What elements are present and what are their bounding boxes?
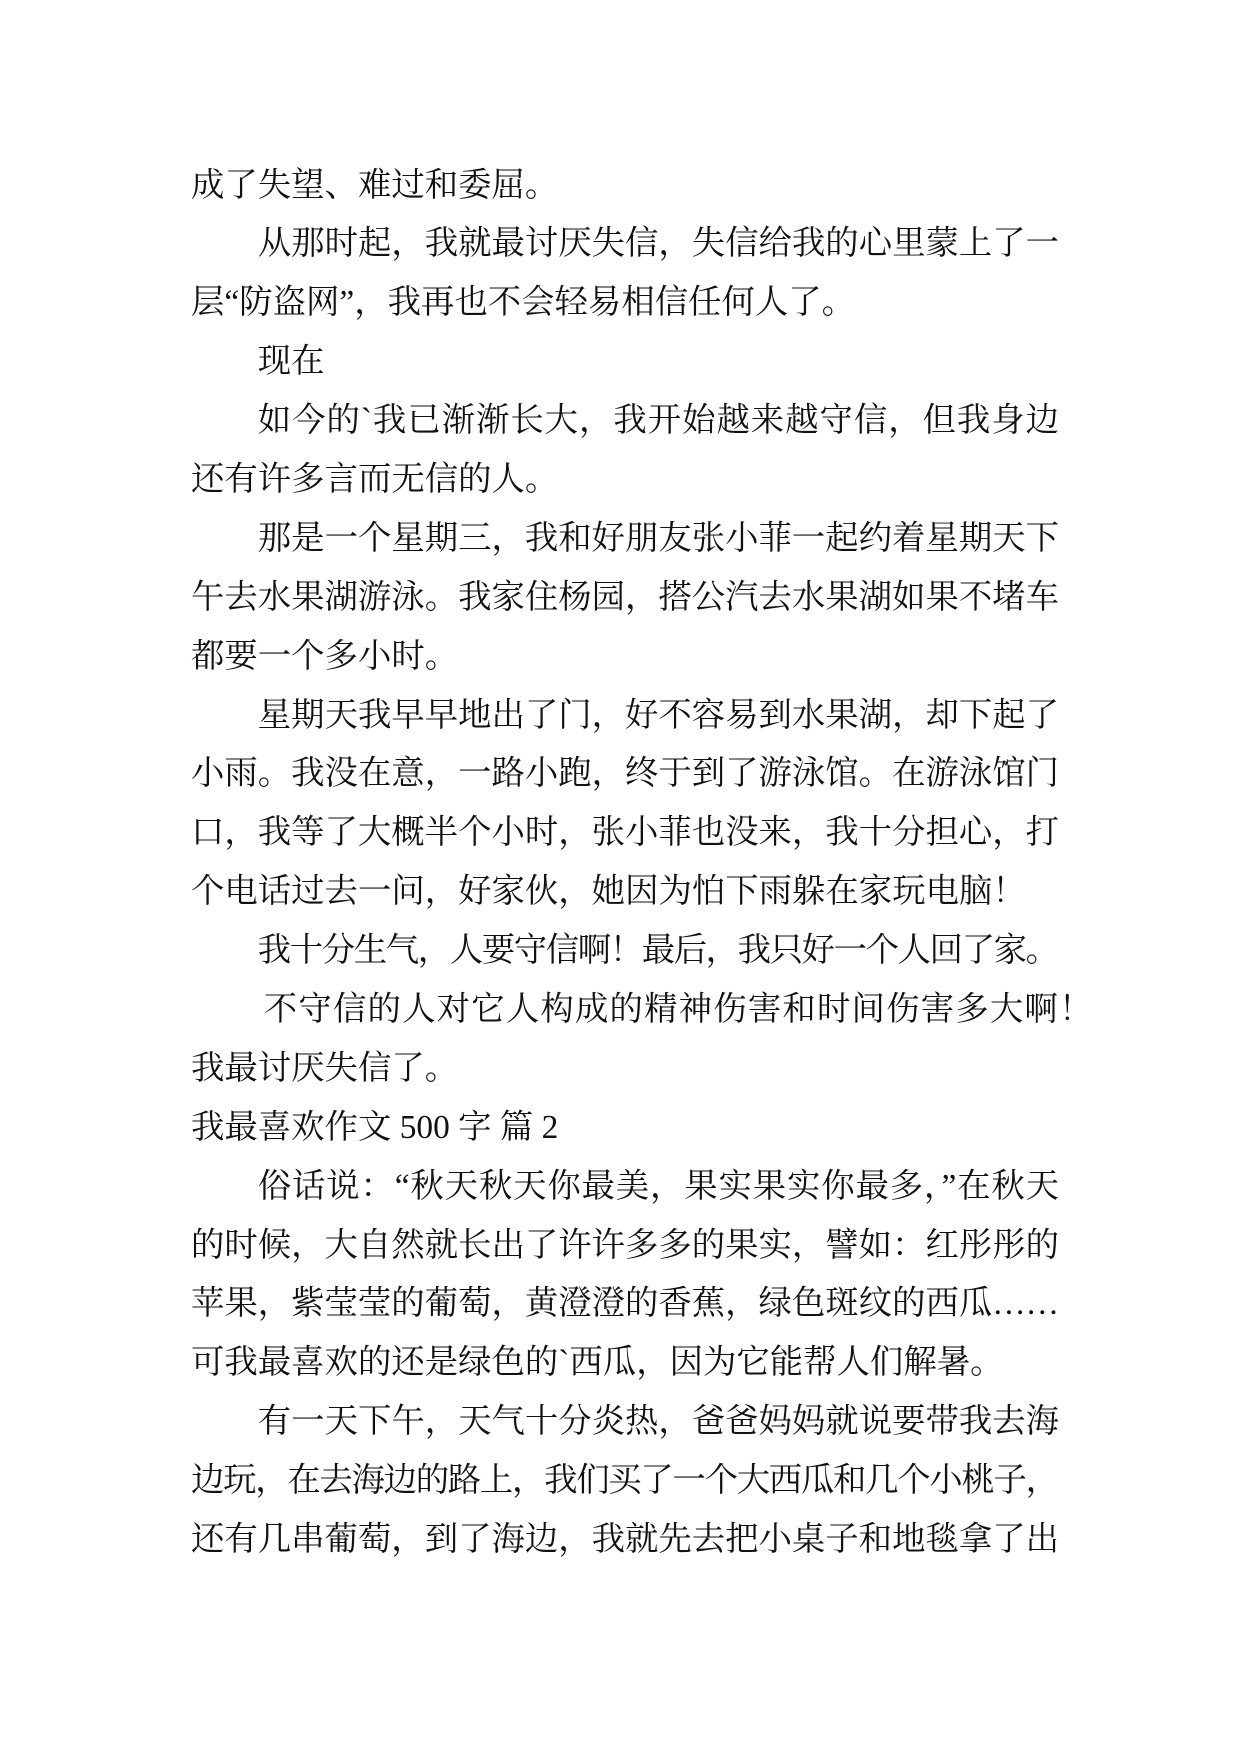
- essay-title: 我最喜欢作文 500 字 篇 2: [191, 1108, 559, 1146]
- text-line: 个电话过去一问，好家伙，她因为怕下雨躲在家玩电脑！: [191, 873, 1026, 911]
- text-line: 从那时起，我就最讨厌失信，失信给我的心里蒙上了一: [257, 225, 1059, 263]
- text-line: 星期天我早早地出了门，好不容易到水果湖，却下起了: [257, 696, 1059, 734]
- paragraph: [191, 687, 1059, 923]
- text-line: 小雨。我没在意，一路小跑，终于到了游泳馆。在游泳馆门: [191, 755, 1059, 793]
- text-line: 边玩，在去海边的路上，我们买了一个大西瓜和几个小桃子，: [191, 1462, 1058, 1500]
- text-line: 成了失望、难过和委屈。: [191, 166, 559, 204]
- paragraph: [191, 215, 1059, 333]
- text-line: 有一天下午，天气十分炎热，爸爸妈妈就说要带我去海: [257, 1403, 1059, 1441]
- paragraph: [191, 981, 1094, 1099]
- text-line: 俗话说：“秋天秋天你最美，果实果实你最多，”在秋天: [257, 1167, 1060, 1205]
- text-line: 层“防盗网”，我再也不会轻易相信任何人了。: [191, 284, 856, 322]
- paragraph: [191, 1158, 1059, 1394]
- text-line: 现在: [257, 343, 325, 381]
- text-line: 还有几串葡萄，到了海边，我就先去把小桌子和地毯拿了出: [191, 1520, 1059, 1558]
- paragraph: [191, 157, 1059, 216]
- text-line: 还有许多言而无信的人。: [191, 460, 559, 498]
- text-line: 苹果，紫莹莹的葡萄，黄澄澄的香蕉，绿色斑纹的西瓜……: [191, 1285, 1059, 1323]
- text-line: 那是一个星期三，我和好朋友张小菲一起约着星期天下: [257, 519, 1059, 557]
- document-body: [191, 157, 1094, 1570]
- paragraph: [191, 922, 1059, 981]
- paragraph: [191, 333, 1059, 392]
- paragraph: [191, 1393, 1059, 1570]
- text-line: 都要一个多小时。: [191, 637, 459, 675]
- paragraph: [191, 392, 1059, 510]
- paragraph: [191, 510, 1059, 687]
- text-line: 如今的`我已渐渐长大，我开始越来越守信，但我身边: [257, 402, 1060, 440]
- text-line: 的时候，大自然就长出了许许多多的果实，譬如：红彤彤的: [191, 1226, 1059, 1264]
- text-line: 我最讨厌失信了。: [191, 1049, 459, 1087]
- text-line: 不守信的人对它人构成的精神伤害和时间伤害多大啊！: [263, 990, 1094, 1028]
- text-line: 口，我等了大概半个小时，张小菲也没来，我十分担心，打: [191, 814, 1059, 852]
- text-line: 可我最喜欢的还是绿色的`西瓜，因为它能帮人们解暑。: [191, 1344, 1004, 1382]
- text-line: 我十分生气，人要守信啊！最后，我只好一个人回了家。: [257, 932, 1058, 970]
- text-line: 午去水果湖游泳。我家住杨园，搭公汽去水果湖如果不堵车: [191, 578, 1059, 616]
